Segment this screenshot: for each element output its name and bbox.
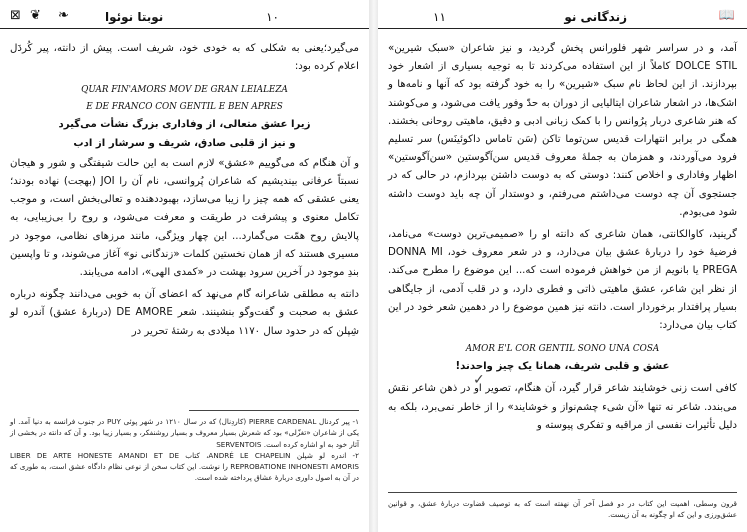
latin-verse: QUAR FIN'AMORS MOV DE GRAN LEIALEZA [81,85,288,96]
right-page [378,0,747,532]
right-page-header [378,6,747,29]
chapter-marker-icon: ⊠ [10,8,21,23]
left-body-text [10,40,359,341]
paragraph: گرینید، کاوالکانتی، همان شاعری که دانته او را «صمیمی‌ترین دوست» می‌نامد، فرضیهٔ خود را دربارهٔ عشق بیان می‌دارد، و در شعر معروف خود، DONNA MI PREGA یا بانویم از من خواهش فرموده است که... این موضوع را مطرح می‌کند. از نظر این شاعر، عشق ماهیتی ذاتی و فطری دارد، و در قلب آدمی، از جایگاهی بسیار پرافتدار برخوردار است. دانته نیز همین موضوع را در دهمین شعر خود در این کتاب بیان می‌دارد: [388,229,737,332]
left-page-header [0,6,369,29]
latin-verse: E DE FRANCO CON GENTIL E BEN APRES [86,102,283,113]
right-running-title: زندگانی نو [564,10,627,24]
verse-translation: و نیز از قلبی صادق، شریف و سرشار از ادب [73,137,296,149]
left-running-title: نوبتا نوئوا [105,10,164,24]
verse-translation: زیرا عشق متعالی، از وفاداری بزرگ نشأت می‌گیرد [58,119,311,131]
footnote-divider [189,410,359,411]
right-page-number: ۱۱ [433,10,446,24]
footnote: ۲- اندره لو شپلن ANDRÉ LE CHAPELIN، کتاب LIBER DE ARTE HONESTE AMANDI ET DE REPROBATIONE INHONESTI AMORIS را نوشت. این کتاب سخن از نوعی نظام دادگاه عشق است، به طوری که در آن به اصول داوری دربارهٔ عشاق پرداخته شده است. [10,450,359,483]
paragraph: کافی است زنی خوشایند شاعر قرار گیرد، آن هنگام، تصویر او در ذهن شاعر نقش می‌بندد. شاعر نه تنها «آن شیء چشم‌نواز و خوشایند» را از خاطر نمی‌برد، بلکه به دلیل تأثیرات نفسی از مراقبه و تفکری پیوسته و [388,383,737,431]
right-body-text [388,40,737,435]
footnote-divider [388,492,737,493]
verse-translation: عشق و قلبی شریف، همانا یک چیز واحدند! [455,361,670,373]
paragraph: می‌گیرد؛یعنی به شکلی که به خودی خود، شریف است. پیش از دانته، پیر کُردَل اعلام کرده بود: [10,43,359,73]
right-footnotes [388,498,737,521]
paragraph: و آن هنگام که می‌گوییم «عشق» لازم است به این حالت شیفتگی و شور و هیجان نسبتاً عرفانی بیندیشیم که شاعران پُروانسی، نام آن را JOI (بهجت) نهاده بودند؛یعنی عشقی که همه چیز را زیبا می‌سازد، بهبوددهنده و تعالی‌بخش است، و موجب تکامل معنوی و پیشرفت در طریقت و معرفت می‌شود، و روح را بی‌زیبایی، به پالایش روح همّت می‌گمارد... این چهار ویژگی، مانند مرزهای نظامی، موجود در مسیری هستند که از همان نخستین کلمات «زندگانی نو» آغاز می‌شوند، و تا واپسین بندِ موجود در آخرین سرود بهشت در «کمدی الهی»، ادامه می‌یابند. [10,157,359,279]
book-icon: 📖 [718,8,735,23]
left-page-number: ۱۰ [266,10,279,24]
paragraph: آمد، و در سراسر شهر فلورانس پخش گردید، و نیز شاعران «سبک شیرین» DOLCE STIL کاملاً از این استفاده می‌کردند تا به توجیه بسیاری از اشعار خود بپردازند. از این لحاظ نام سبک «شیرین» را به خود گرفته بود که آنها و نامه‌ها و اشک‌ها، در اشعار شاعران ایتالیایی از دوران به حدّ وفور یافت می‌شود، و می‌کوشند که هنر شاعری دربار پرُوانس را با کمک زبانی ادبی و دقیق، ماهیتی روحانی بخشند. همگی در برابر انتهارات قدیس سن‌توما تاکن (سَن تاماس داکوئینَس) سر تسلیم فرود می‌آوردند، و همزمان به جملهٔ معروف قدیس سن‌آگوستین «سن‌آگوستین» اظهار وفاداری و اخلاص کنند: دوستی که به دوست داشتن بپردازم، در حالی که در جستجوی آن چه دوست می‌داشتم می‌رفتم، و دوستدار آن چه باید دوست داشته شود می‌بودم. [388,43,738,218]
footnote: ۱- پیر کردنال PIERRE CARDENAL (کاردِنال) که در سال ۱۲۱۰ در شهر پوئی PUY در جنوب فرانسه به دنیا آمد. او یکی از شاعران «تغزّلی» بود که شعرش بسیار معروف و بسیار روشنفکر، و بسیار زیبا بود. و آن که دانته در بخشی از آثار خود به او اشاره کرده است. SERVENTOIS [10,417,359,449]
check-mark-icon: ✓ [473,372,485,388]
left-footnotes [10,416,359,484]
leaf-icon: ❦ [30,8,41,23]
left-page [0,0,370,532]
book-ornament-icon: ❧ [58,8,69,23]
footnote: قرون وسطی، اهمیت این کتاب در دو فصل آخر آن نهفته است که به توصیف قضاوت دربارهٔ عشق، و قوانین عشق‌ورزی و این که او چگونه به آن زیست. [388,499,737,520]
latin-verse: AMOR E'L COR GENTIL SONO UNA COSA [465,344,660,355]
paragraph: دانته به مطلقی شاعرانه گام می‌نهد که اعضای آن به خوبی می‌دانند چگونه درباره عشق به صحبت و گفت‌وگو بنشینند. شعر DE AMORE (دربارهٔ عشق) آندره لو شِپلن که در حدود سال ۱۱۷۰ میلادی به رشتهٔ تحریر در [10,289,359,337]
